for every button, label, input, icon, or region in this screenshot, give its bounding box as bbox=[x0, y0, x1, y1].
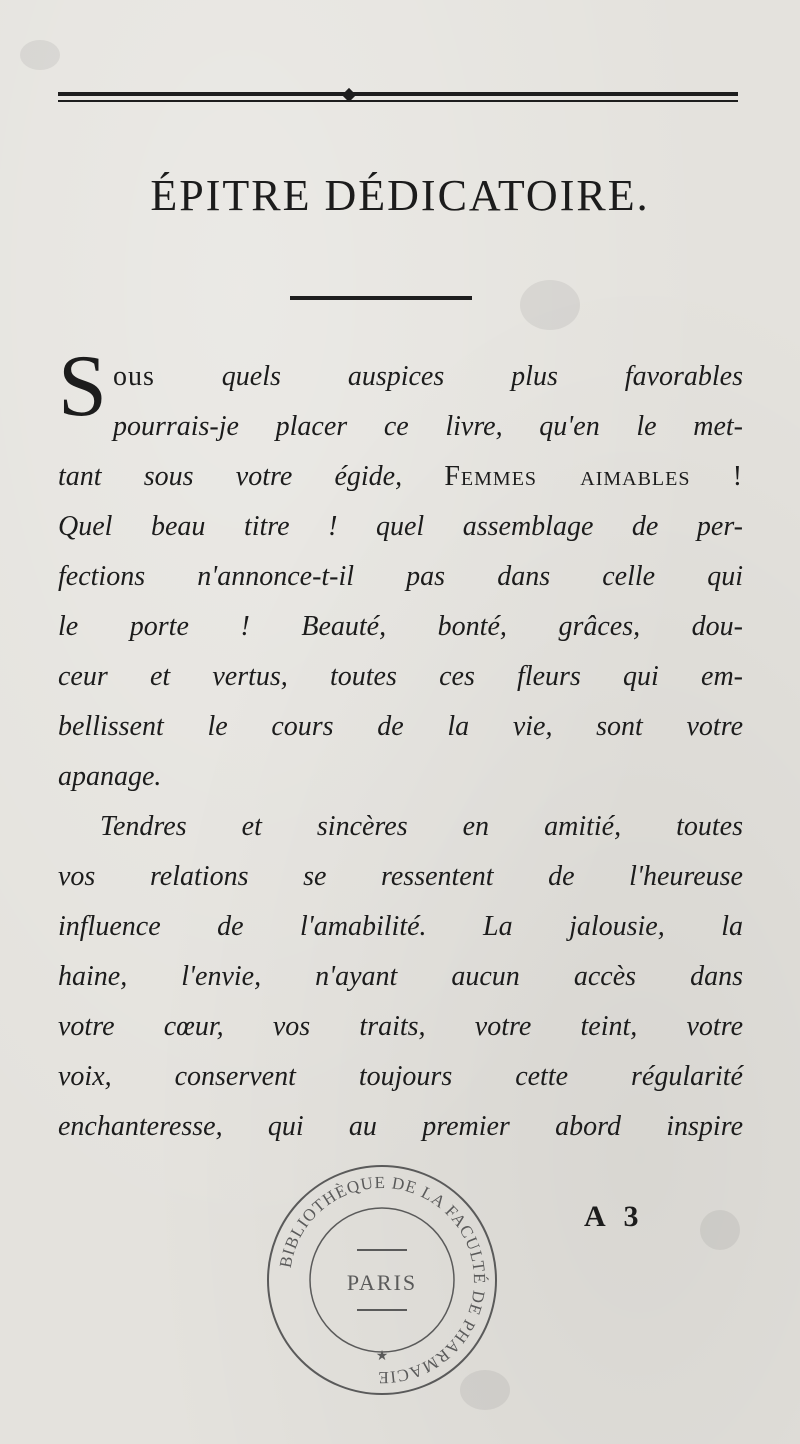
page-title: ÉPITRE DÉDICATOIRE. bbox=[150, 171, 650, 220]
stamp-star-icon: ★ bbox=[375, 1349, 389, 1364]
header-rule bbox=[58, 92, 738, 96]
text-line: Quel beau titre ! quel assemblage de per- bbox=[58, 511, 743, 542]
text-line: le porte ! Beauté, bonté, grâces, dou- bbox=[58, 611, 743, 642]
text-line: ceur et vertus, toutes ces fleurs qui em- bbox=[58, 661, 743, 692]
title-rule bbox=[290, 296, 472, 300]
line-text: quels auspices plus favorables bbox=[154, 361, 743, 392]
line-text: tant sous votre égide, bbox=[58, 461, 403, 492]
text-line: fections n'annonce-t-il pas dans celle qui bbox=[58, 561, 743, 592]
text-line: pourrais-je placer ce livre, qu'en le met- bbox=[112, 411, 743, 442]
header-rule-thin bbox=[58, 100, 738, 102]
text-line: voix, conservent toujours cette régularité bbox=[58, 1061, 743, 1092]
text-line: influence de l'amabilité. La jalousie, la bbox=[58, 911, 743, 942]
text-line: vos relations se ressentent de l'heureuse bbox=[58, 861, 743, 892]
text-line: bellissent le cours de la vie, sont votre bbox=[58, 711, 743, 742]
paper-stain bbox=[700, 1210, 740, 1250]
text-line: haine, l'envie, n'ayant aucun accès dans bbox=[58, 961, 743, 992]
text-line bbox=[58, 452, 743, 502]
text-line: enchanteresse, qui au premier abord inspire bbox=[58, 1111, 743, 1142]
paper-stain bbox=[520, 280, 580, 330]
drop-cap: S bbox=[58, 338, 107, 435]
signature-mark: A 3 bbox=[584, 1200, 645, 1233]
small-caps-phrase: Femmes aimables bbox=[444, 461, 691, 492]
small-caps-word: ous bbox=[112, 361, 155, 392]
text-line: Tendres et sincères en amitié, toutes bbox=[100, 811, 743, 842]
library-stamp bbox=[262, 1160, 502, 1400]
text-line: apanage. bbox=[58, 761, 162, 792]
text-line bbox=[58, 352, 743, 402]
dedication-text bbox=[58, 338, 744, 1152]
text-line: votre cœur, vos traits, votre teint, votre bbox=[58, 1011, 743, 1042]
paper-stain bbox=[20, 40, 60, 70]
stamp-center-text: PARIS bbox=[346, 1270, 418, 1295]
line-punct: ! bbox=[732, 461, 744, 492]
stamp-ring-text: BIBLIOTHÈQUE DE LA FACULTÉ DE PHARMACIE bbox=[275, 1172, 490, 1388]
